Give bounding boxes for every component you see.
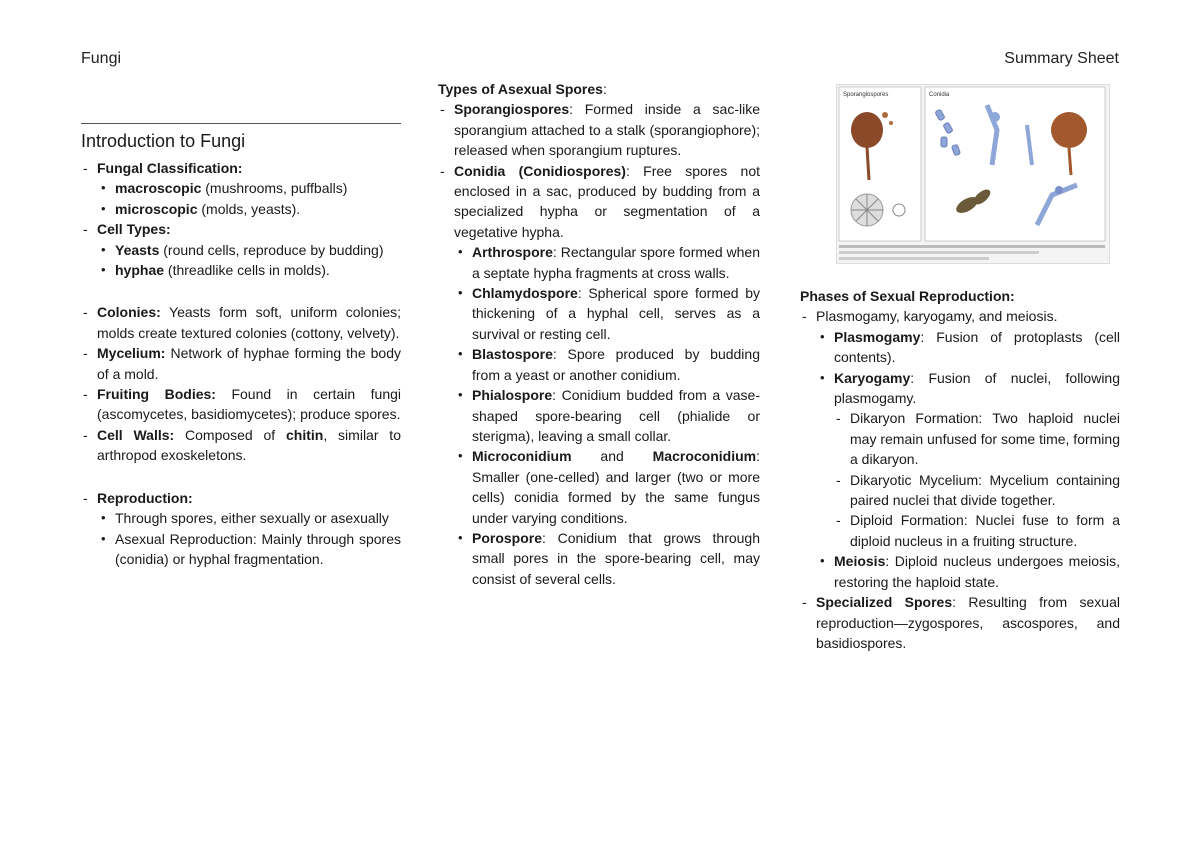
section-title-intro: Introduction to Fungi (81, 131, 246, 151)
list-item: - Dikaryon Formation: Two haploid nuclei may remain unfused for some time, forming a dikaryon. (834, 408, 1120, 469)
list-item-karyogamy: • Karyogamy: Fusion of nuclei, following plasmogamy. - Dikaryon Formation: Two haploid nuclei may remain unfused for some time, forming a dikaryon. - Dikaryotic Mycelium: Mycelium containing paired nuclei that divide together. - Diploid Formation: Nuclei fuse to form a diploid nucleus in a fruiting structure. (816, 368, 1120, 552)
list-item: • microscopic (molds, yeasts). (97, 199, 401, 219)
list-item-sporangiospores: - Sporangiospores: Formed inside a sac-like sporangium attached to a stalk (sporangiophore); released when sporangium ruptures. (438, 99, 760, 160)
cell-types-label: Cell Types: (97, 221, 171, 238)
list-item: • hyphae (threadlike cells in molds). (97, 260, 401, 280)
classification-label: Fungal Classification: (97, 160, 243, 176)
list-item-fruiting-bodies: - Fruiting Bodies: Found in certain fungi (ascomycetes, basidiomycetes); produce spores. (81, 384, 401, 425)
list-item-specialized-spores: - Specialized Spores: Resulting from sexual reproduction—zygospores, ascospores, and basidiospores. (800, 592, 1120, 653)
list-item-classification (81, 158, 401, 219)
list-item: - Dikaryotic Mycelium: Mycelium containing paired nuclei that divide together. (834, 470, 1120, 511)
spore-types-figure (836, 84, 1110, 264)
section-title-sexual: Phases of Sexual Reproduction: (800, 288, 1015, 304)
section-title-asexual: Types of Asexual Spores: (438, 81, 607, 97)
list-item-phialospore: • Phialospore: Conidium budded from a vase-shaped spore-bearing cell (phialide or sterigma), leaving a small collar. (454, 385, 760, 446)
list-item: • macroscopic (mushrooms, puffballs) (97, 178, 401, 198)
reproduction-label: Reproduction: (97, 489, 193, 506)
list-item-plasmogamy: • Plasmogamy: Fusion of protoplasts (cell contents). (816, 327, 1120, 368)
column-sexual-reproduction (800, 286, 1120, 653)
figure-panel-b-label: Conidia (929, 92, 950, 98)
list-item-conidia: - Conidia (Conidiospores): Free spores not enclosed in a sac, produced by budding from a specialized hypha or segmentation of a vegetative hypha. • Arthrospore: Rectangular spore formed when a septate hypha fragments at cross walls. • Chlamydospore: Spherical spore formed by thickening of a hyphal cell, serves as a survival or resting cell. • Blastospore: Spore produced by budding from a yeast or another conidium. • Phialospore: Conidium budded from a vase-shaped spore-bearing cell (phialide or sterigma), leaving a small collar. • Microconidium and Macroconidium: Smaller (one-celled) and larger (two or more cells) conidia formed by the same fungus under varying conditions. • Porospore: Conidium that grows through small pores in the spore-bearing cell, may consist of several cells. (438, 161, 760, 590)
spore-illustration (837, 85, 1109, 263)
list-item-mycelium: - Mycelium: Network of hyphae forming the body of a mold. (81, 343, 401, 384)
list-item-chlamydospore: • Chlamydospore: Spherical spore formed by thickening of a hyphal cell, serves as a survival or resting cell. (454, 283, 760, 344)
column-introduction (81, 123, 401, 569)
list-item: • Through spores, either sexually or asexually (97, 508, 401, 528)
list-item: • Yeasts (round cells, reproduce by budding) (97, 240, 401, 260)
column-asexual-spores (438, 79, 760, 589)
list-item-cell-types (81, 219, 401, 280)
list-item-arthrospore: • Arthrospore: Rectangular spore formed when a septate hypha fragments at cross walls. (454, 242, 760, 283)
list-item-conidium-sizes: • Microconidium and Macroconidium: Smaller (one-celled) and larger (two or more cells) conidia formed by the same fungus under varying conditions. (454, 446, 760, 528)
figure-panel-a-label: Sporangiospores (843, 92, 889, 98)
list-item-meiosis: • Meiosis: Diploid nucleus undergoes meiosis, restoring the haploid state. (816, 551, 1120, 592)
list-item-reproduction (81, 488, 401, 570)
header-subtitle: Summary Sheet (1004, 50, 1119, 67)
sporangium-shape (851, 112, 883, 148)
header-title: Fungi (81, 50, 122, 67)
list-item: - Diploid Formation: Nuclei fuse to form a diploid nucleus in a fruiting structure. (834, 510, 1120, 551)
list-item-phases: - Plasmogamy, karyogamy, and meiosis. • Plasmogamy: Fusion of protoplasts (cell contents). • Karyogamy: Fusion of nuclei, following plasmogamy. - Dikaryon Formation: Two haploid nuclei may remain unfused for some time, forming a dikaryon. - Dikaryotic Mycelium: Mycelium containing paired nuclei that divide together. - Diploid Formation: Nuclei fuse to form a diploid nucleus in a fruiting structure. • Meiosis: Diploid nucleus undergoes meiosis, restoring the haploid state. (800, 306, 1120, 592)
list-item-colonies: - Colonies: Yeasts form soft, uniform colonies; molds create textured colonies (cottony, velvety). (81, 302, 401, 343)
section-divider (81, 123, 401, 124)
list-item-cell-walls: - Cell Walls: Composed of chitin, similar to arthropod exoskeletons. (81, 425, 401, 466)
list-item: • Asexual Reproduction: Mainly through spores (conidia) or hyphal fragmentation. (97, 529, 401, 570)
list-item-blastospore: • Blastospore: Spore produced by budding from a yeast or another conidium. (454, 344, 760, 385)
list-item-porospore: • Porospore: Conidium that grows through small pores in the spore-bearing cell, may consist of several cells. (454, 528, 760, 589)
